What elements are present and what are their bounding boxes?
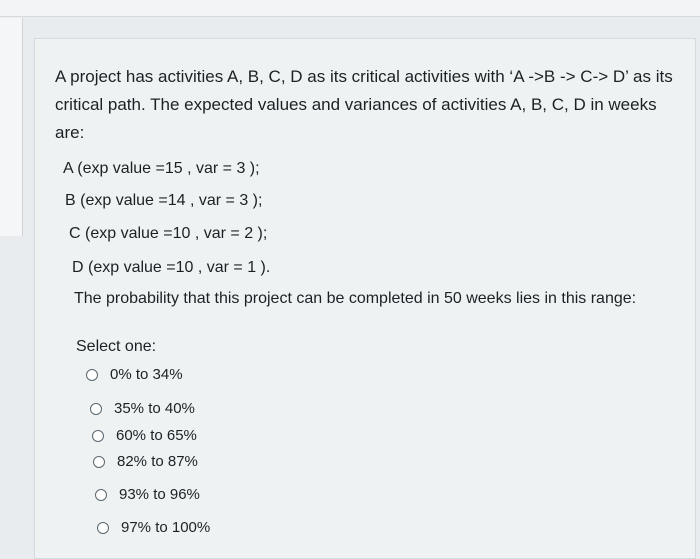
answer-option-97-100[interactable] — [97, 519, 210, 537]
radio-button[interactable] — [90, 403, 102, 415]
radio-button[interactable] — [97, 522, 109, 534]
radio-button[interactable] — [86, 369, 98, 381]
activity-d-line: D (exp value =10 , var = 1 ). — [72, 259, 271, 276]
answer-option-label: 60% to 65% — [116, 427, 197, 444]
top-page-strip — [0, 0, 700, 17]
radio-button[interactable] — [92, 430, 104, 442]
select-one-label: Select one: — [76, 338, 157, 355]
answer-option-label: 97% to 100% — [121, 519, 211, 536]
radio-button[interactable] — [95, 489, 107, 501]
answer-option-60-65[interactable] — [92, 427, 197, 445]
activity-c-line: C (exp value =10 , var = 2 ); — [69, 225, 268, 242]
answer-option-label: 82% to 87% — [117, 453, 198, 470]
answer-option-0-34[interactable] — [86, 366, 183, 384]
radio-button[interactable] — [93, 456, 105, 468]
answer-option-label: 35% to 40% — [114, 400, 195, 417]
activity-b-line: B (exp value =14 , var = 3 ); — [65, 192, 263, 209]
answer-option-label: 93% to 96% — [119, 486, 200, 503]
left-side-panel — [0, 18, 23, 236]
answer-option-93-96[interactable] — [95, 486, 200, 504]
answer-option-label: 0% to 34% — [110, 366, 183, 383]
probability-question: The probability that this project can be completed in 50 weeks lies in this range: — [74, 290, 637, 307]
question-stem: A project has activities A, B, C, D as its critical activities with ‘A ->B -> C-> D’ as its critical path. The expected values and variances of activities A, B, C, D in weeks are: — [55, 67, 673, 142]
answer-option-35-40[interactable] — [90, 400, 195, 418]
question-card — [34, 38, 696, 559]
answer-option-82-87[interactable] — [93, 453, 198, 471]
activity-a-line: A (exp value =15 , var = 3 ); — [63, 160, 260, 177]
